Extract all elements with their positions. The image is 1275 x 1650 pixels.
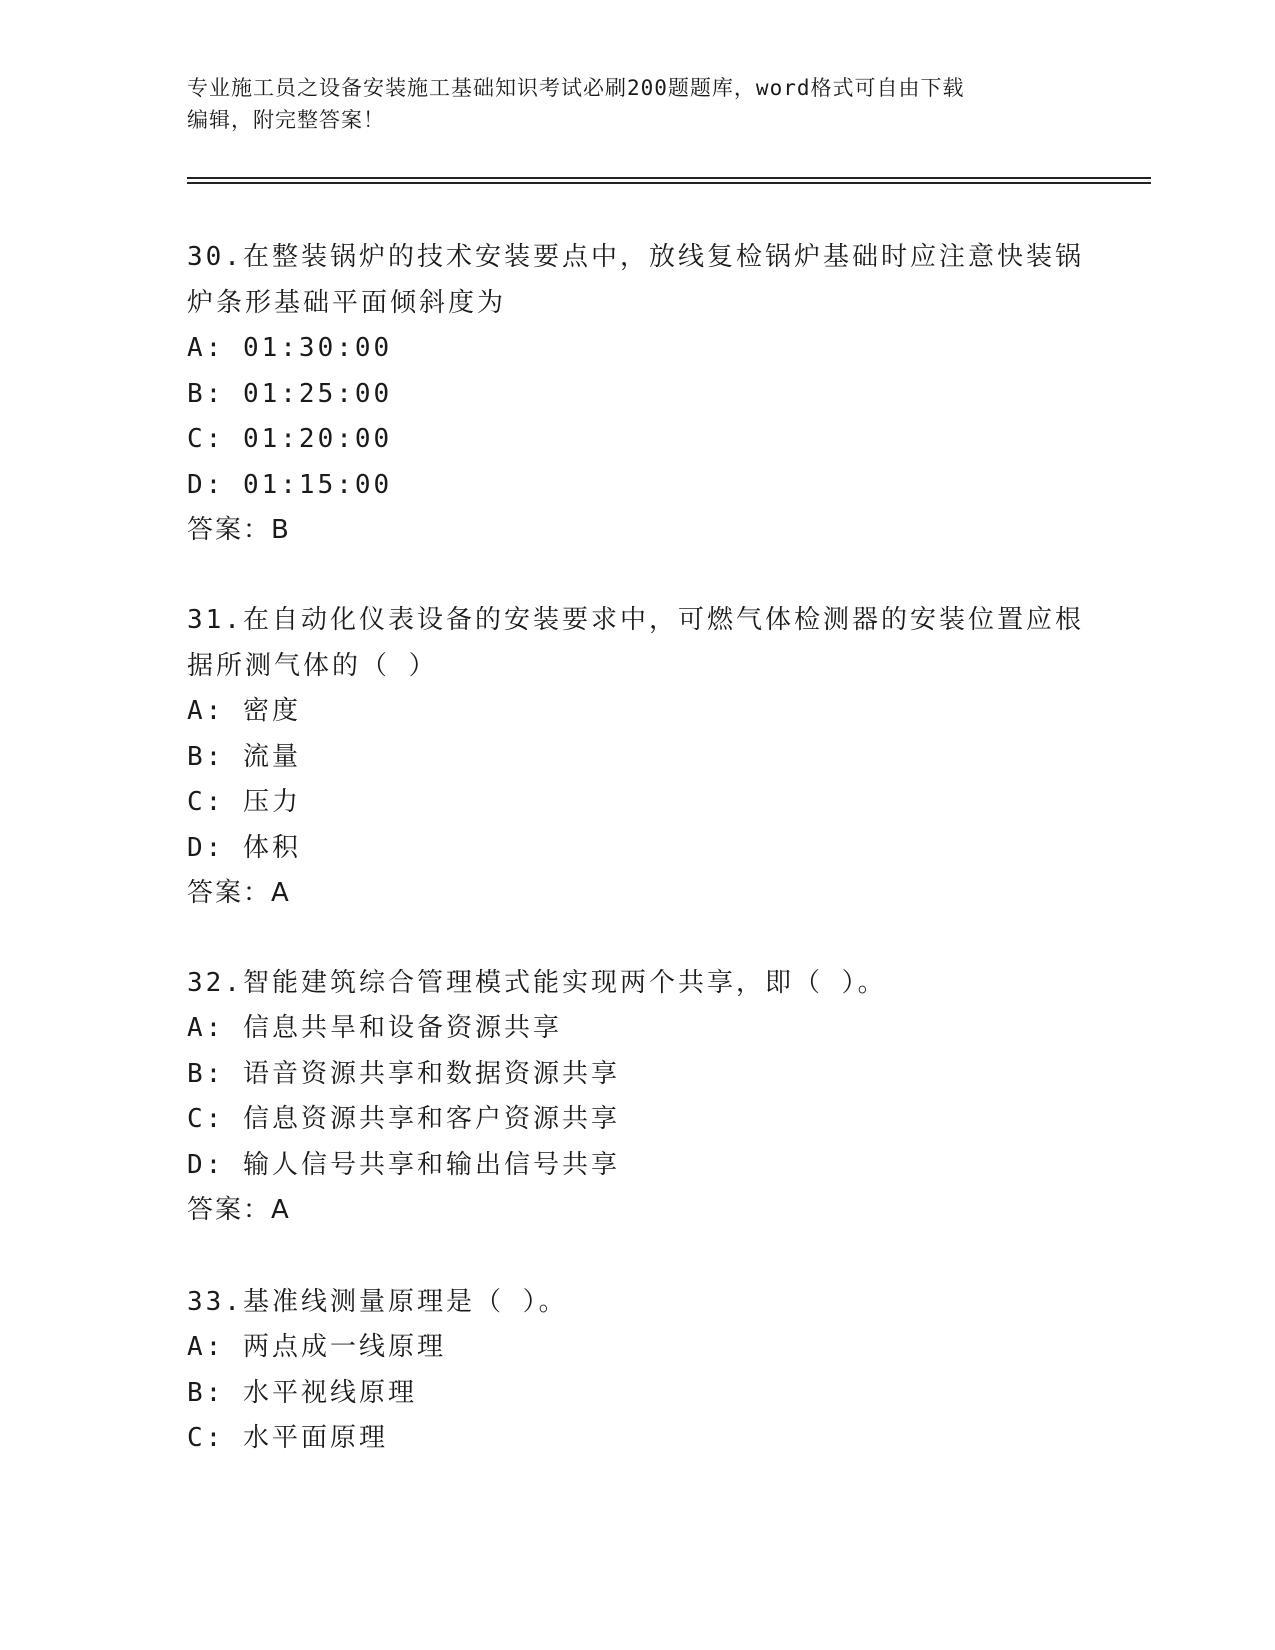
option-c: C: 信息资源共享和客户资源共享 [187, 1104, 620, 1134]
option-a: A: 信息共旱和设备资源共享 [187, 1013, 562, 1043]
option-c: C: 水平面原理 [187, 1423, 388, 1453]
question-stem-line: 33.基准线测量原理是（ ）。 [187, 1287, 568, 1317]
option-d: D: 体积 [187, 832, 301, 863]
option-b: B: 水平视线原理 [187, 1377, 417, 1408]
question-stem-line: 炉条形基础平面倾斜度为 [187, 288, 507, 318]
option-b: B: 语音资源共享和数据资源共享 [187, 1058, 620, 1089]
header-divider-top [187, 177, 1151, 179]
header-title-line-1: 专业施工员之设备安装施工基础知识考试必刷200题题库，word格式可自由下载 [187, 76, 965, 100]
question-stem-line: 据所测气体的（ ） [187, 651, 438, 681]
question-stem-line: 30.在整装锅炉的技术安装要点中，放线复检锅炉基础时应注意快装锅 [187, 242, 1084, 272]
option-d: D: 输人信号共享和输出信号共享 [187, 1149, 620, 1180]
document-header [187, 72, 1087, 136]
answer-line: 答案：B [187, 515, 291, 545]
question-32 [187, 960, 1087, 1234]
option-c: C: 01:20:00 [187, 424, 393, 454]
option-c: C: 压力 [187, 787, 301, 817]
option-a: A: 密度 [187, 696, 301, 726]
option-a: A: 01:30:00 [187, 333, 393, 363]
question-31 [187, 597, 1087, 917]
option-a: A: 两点成一线原理 [187, 1332, 446, 1362]
answer-line: 答案：A [187, 878, 291, 908]
question-stem-line: 31.在自动化仪表设备的安装要求中，可燃气体检测器的安装位置应根 [187, 605, 1084, 635]
header-divider-bottom [187, 182, 1151, 184]
header-title-line-2: 编辑，附完整答案！ [187, 108, 385, 132]
answer-line: 答案：A [187, 1195, 291, 1225]
option-d: D: 01:15:00 [187, 469, 393, 500]
option-b: B: 流量 [187, 741, 301, 772]
option-b: B: 01:25:00 [187, 378, 393, 409]
question-stem-line: 32.智能建筑综合管理模式能实现两个共享，即（ ）。 [187, 968, 887, 998]
question-30 [187, 234, 1087, 554]
question-33 [187, 1279, 1087, 1462]
